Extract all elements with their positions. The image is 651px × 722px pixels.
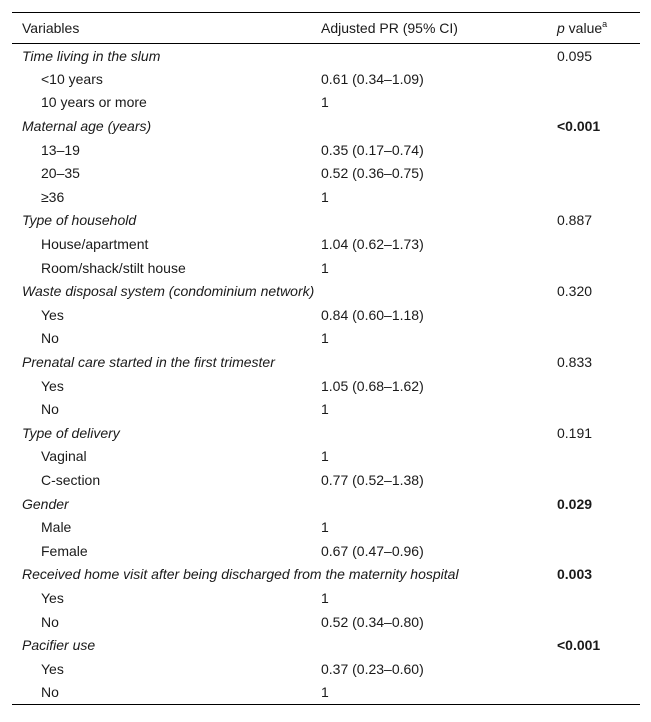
table-row	[12, 327, 640, 351]
table-row	[12, 91, 640, 115]
header-p-value	[547, 13, 640, 44]
adjusted-pr-cell	[311, 44, 547, 68]
variable-category-label: 13–19	[41, 141, 80, 158]
p-value-cell	[547, 91, 640, 115]
variable-group-label: Maternal age (years)	[22, 118, 152, 135]
adjusted-pr-cell: 1	[321, 589, 329, 606]
p-value-cell: 0.887	[557, 212, 593, 229]
adjusted-pr-cell: 0.84 (0.60–1.18)	[321, 306, 424, 323]
table-row-group	[12, 209, 640, 233]
variable-group-label: Type of delivery	[22, 424, 120, 441]
adjusted-pr-cell: 0.61 (0.34–1.09)	[321, 70, 424, 87]
adjusted-pr-cell: 1	[321, 519, 329, 536]
adjusted-pr-cell: 1	[321, 448, 329, 465]
table-row	[12, 161, 640, 185]
variable-category-label: Room/shack/stilt house	[41, 259, 186, 276]
p-value-cell	[547, 138, 640, 162]
table-header	[12, 13, 640, 44]
variable-category-label: Yes	[41, 306, 64, 323]
variable-group-label: Gender	[22, 495, 69, 512]
variable-category-label: House/apartment	[41, 236, 149, 253]
adjusted-pr-cell: 1	[321, 94, 329, 111]
header-p-italic: p	[557, 20, 565, 36]
adjusted-pr-cell: 0.37 (0.23–0.60)	[321, 660, 424, 677]
variable-category-label: <10 years	[41, 70, 103, 87]
p-value-cell: <0.001	[557, 118, 601, 135]
table-row	[12, 138, 640, 162]
table-row	[12, 232, 640, 256]
variable-category-label: Yes	[41, 377, 64, 394]
p-value-cell: <0.001	[557, 637, 601, 654]
adjusted-pr-cell	[311, 492, 547, 516]
variable-group-label: Prenatal care started in the first trimester	[22, 354, 275, 371]
adjusted-pr-cell: 1	[321, 401, 329, 418]
variable-category-label: ≥36	[41, 188, 65, 205]
p-value-cell	[547, 586, 640, 610]
p-value-cell	[547, 681, 640, 705]
variable-group-label: Received home visit after being discharged from the maternity hospital	[22, 566, 459, 583]
variable-category-label: 20–35	[41, 165, 80, 182]
adjusted-pr-cell: 1	[321, 330, 329, 347]
table-row	[12, 468, 640, 492]
p-value-cell	[547, 610, 640, 634]
p-value-cell	[547, 374, 640, 398]
adjusted-pr-cell: 1.05 (0.68–1.62)	[321, 377, 424, 394]
p-value-cell	[547, 161, 640, 185]
p-value-cell	[547, 67, 640, 91]
variable-category-label: Yes	[41, 589, 64, 606]
p-value-cell	[547, 468, 640, 492]
p-value-cell	[547, 445, 640, 469]
adjusted-pr-cell: 1.04 (0.62–1.73)	[321, 236, 424, 253]
p-value-cell	[547, 327, 640, 351]
results-table-container	[12, 12, 640, 705]
adjusted-pr-cell	[311, 279, 547, 303]
adjusted-pr-cell	[311, 421, 547, 445]
adjusted-pr-cell	[311, 114, 547, 138]
p-value-cell: 0.833	[557, 354, 593, 371]
p-value-cell	[547, 232, 640, 256]
table-row-group	[12, 279, 640, 303]
header-adjusted-pr: Adjusted PR (95% CI)	[321, 20, 458, 36]
table-row	[12, 539, 640, 563]
adjusted-pr-cell	[311, 350, 547, 374]
p-value-cell	[547, 397, 640, 421]
variable-group-label: Pacifier use	[22, 637, 96, 654]
variable-category-label: No	[41, 684, 59, 701]
adjusted-pr-cell: 0.35 (0.17–0.74)	[321, 141, 424, 158]
header-p-rest: value	[564, 20, 603, 36]
p-value-cell: 0.029	[557, 495, 593, 512]
table-body	[12, 44, 640, 705]
variable-category-label: No	[41, 613, 59, 630]
adjusted-pr-cell: 0.67 (0.47–0.96)	[321, 542, 424, 559]
variable-group-label: Type of household	[22, 212, 137, 229]
variable-category-label: No	[41, 401, 59, 418]
p-value-cell	[547, 657, 640, 681]
header-row	[12, 13, 640, 44]
table-row	[12, 515, 640, 539]
variable-category-label: No	[41, 330, 59, 347]
variable-category-label: Male	[41, 519, 72, 536]
p-value-cell: 0.320	[557, 283, 593, 300]
table-row	[12, 67, 640, 91]
table-row-group	[12, 492, 640, 516]
adjusted-pr-cell: 0.52 (0.34–0.80)	[321, 613, 424, 630]
variable-category-label: Yes	[41, 660, 64, 677]
p-value-cell: 0.003	[557, 566, 593, 583]
adjusted-pr-cell: 1	[321, 259, 329, 276]
p-value-cell	[547, 256, 640, 280]
adjusted-pr-cell: 1	[321, 188, 329, 205]
header-variables: Variables	[22, 20, 80, 36]
table-row	[12, 256, 640, 280]
adjusted-pr-cell: 0.77 (0.52–1.38)	[321, 471, 424, 488]
p-value-cell	[547, 303, 640, 327]
p-value-cell: 0.095	[557, 47, 593, 64]
table-row	[12, 185, 640, 209]
variable-category-label: C-section	[41, 471, 101, 488]
table-row	[12, 445, 640, 469]
table-row	[12, 397, 640, 421]
table-row	[12, 586, 640, 610]
adjusted-pr-cell	[311, 209, 547, 233]
adjusted-pr-cell: 0.52 (0.36–0.75)	[321, 165, 424, 182]
table-row	[12, 374, 640, 398]
variable-category-label: Female	[41, 542, 88, 559]
table-row	[12, 657, 640, 681]
table-row-group	[12, 633, 640, 657]
p-value-cell	[547, 515, 640, 539]
table-row-group	[12, 563, 640, 587]
variable-category-label: 10 years or more	[41, 94, 147, 111]
p-value-cell: 0.191	[557, 424, 593, 441]
table-row	[12, 610, 640, 634]
header-p-footnote-marker: a	[602, 19, 608, 29]
p-value-cell	[547, 539, 640, 563]
variable-group-label: Time living in the slum	[22, 47, 161, 64]
variable-category-label: Vaginal	[41, 448, 87, 465]
table-row	[12, 681, 640, 705]
table-row	[12, 303, 640, 327]
p-value-cell	[547, 185, 640, 209]
variable-group-label: Waste disposal system (condominium network)	[22, 283, 315, 300]
adjusted-pr-cell: 1	[321, 684, 329, 701]
table-row-group	[12, 421, 640, 445]
adjusted-pr-table	[12, 12, 640, 705]
table-row-group	[12, 114, 640, 138]
table-row-group	[12, 44, 640, 68]
adjusted-pr-cell	[311, 633, 547, 657]
table-row-group	[12, 350, 640, 374]
